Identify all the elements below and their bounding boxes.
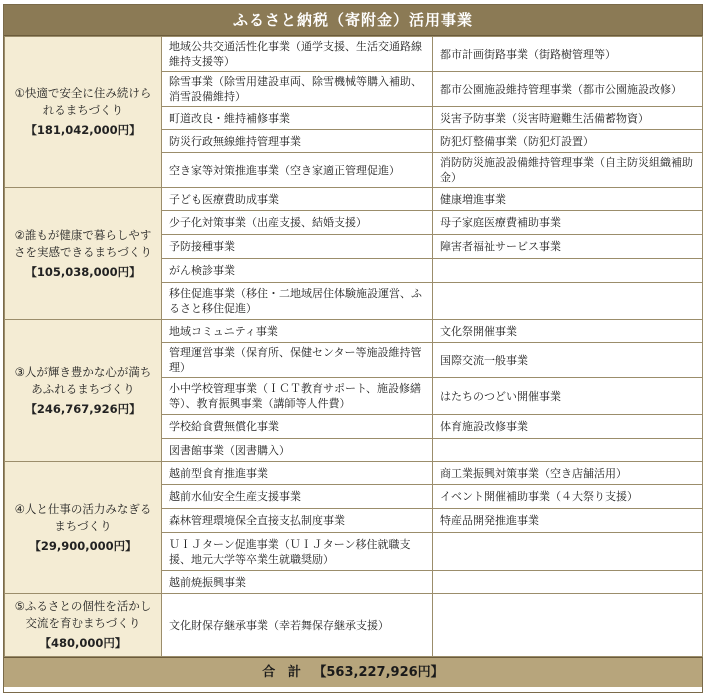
project-cell-left: 子ども医療費助成事業 bbox=[162, 188, 433, 211]
project-cell-left: 小中学校管理事業（ＩＣＴ教育サポート、施設修繕等）、教育振興事業（講師等人件費） bbox=[162, 378, 433, 415]
project-cell-right bbox=[433, 594, 703, 657]
table-row bbox=[5, 188, 703, 211]
project-cell-right: 商工業振興対策事業（空き店舗活用） bbox=[433, 462, 703, 485]
project-cell-left: 町道改良・維持補修事業 bbox=[162, 107, 433, 130]
project-cell-right bbox=[433, 283, 703, 320]
project-cell-left: 少子化対策事業（出産支援、結婚支援） bbox=[162, 211, 433, 235]
total-amount: 【563,227,926円】 bbox=[313, 665, 444, 680]
project-cell-left: 移住促進事業（移住・二地域居住体験施設運営、ふるさと移住促進） bbox=[162, 283, 433, 320]
category-label: ③人が輝き豊かな心が満ちあふれるまちづくり bbox=[14, 364, 152, 396]
project-cell-right: 母子家庭医療費補助事業 bbox=[433, 211, 703, 235]
table-row bbox=[5, 594, 703, 657]
category-amount: 【29,900,000円】 bbox=[29, 538, 137, 553]
project-cell-left: 学校給食費無償化事業 bbox=[162, 415, 433, 439]
project-cell-right: 障害者福祉サービス事業 bbox=[433, 235, 703, 259]
project-cell-left: 管理運営事業（保育所、保健センター等施設維持管理） bbox=[162, 343, 433, 378]
category-amount: 【480,000円】 bbox=[39, 636, 127, 650]
project-cell-left: 空き家等対策推進事業（空き家適正管理促進） bbox=[162, 153, 433, 188]
project-cell-right: 文化祭開催事業 bbox=[433, 320, 703, 343]
category-cell bbox=[5, 462, 162, 594]
project-cell-right bbox=[433, 533, 703, 571]
project-cell-right: はたちのつどい開催事業 bbox=[433, 378, 703, 415]
total-label-a: 合 bbox=[262, 665, 276, 680]
project-cell-right: 災害予防事業（災害時避難生活備蓄物資） bbox=[433, 107, 703, 130]
project-cell-left: 除雪事業（除雪用建設車両、除雪機械等購入補助、消雪設備維持） bbox=[162, 72, 433, 107]
project-cell-left: がん検診事業 bbox=[162, 259, 433, 283]
category-amount: 【105,038,000円】 bbox=[25, 264, 141, 279]
project-cell-right bbox=[433, 259, 703, 283]
category-amount: 【246,767,926円】 bbox=[25, 401, 141, 416]
table-row bbox=[5, 462, 703, 485]
category-label: ②誰もが健康で暮らしやすさを実感できるまちづくり bbox=[14, 227, 152, 259]
total-row bbox=[4, 657, 702, 687]
project-cell-left: 越前型食育推進事業 bbox=[162, 462, 433, 485]
category-label: ④人と仕事の活力みなぎるまちづくり bbox=[14, 501, 152, 533]
project-cell-right: 都市計画街路事業（街路樹管理等） bbox=[433, 37, 703, 72]
project-cell-left: 図書館事業（図書購入） bbox=[162, 439, 433, 462]
table-row bbox=[5, 37, 703, 72]
project-cell-left: 越前焼振興事業 bbox=[162, 571, 433, 594]
table-title: ふるさと納税（寄附金）活用事業 bbox=[4, 5, 702, 36]
project-cell-left: 地域コミュニティ事業 bbox=[162, 320, 433, 343]
project-cell-right: 消防防災施設設備維持管理事業（自主防災組織補助金） bbox=[433, 153, 703, 188]
project-cell-left: 防災行政無線維持管理事業 bbox=[162, 130, 433, 153]
project-cell-right: イベント開催補助事業（４大祭り支援） bbox=[433, 485, 703, 509]
project-cell-left: 予防接種事業 bbox=[162, 235, 433, 259]
project-cell-right: 都市公園施設維持管理事業（都市公園施設改修） bbox=[433, 72, 703, 107]
category-cell bbox=[5, 37, 162, 188]
category-cell bbox=[5, 188, 162, 320]
category-label: ⑤ふるさとの個性を活かし交流を育むまちづくり bbox=[14, 599, 152, 630]
project-cell-left: 越前水仙安全生産支援事業 bbox=[162, 485, 433, 509]
table-row bbox=[5, 320, 703, 343]
project-cell-right bbox=[433, 571, 703, 594]
project-cell-right: 健康増進事業 bbox=[433, 188, 703, 211]
project-cell-right: 防犯灯整備事業（防犯灯設置） bbox=[433, 130, 703, 153]
project-cell-left: 文化財保存継承事業（幸若舞保存継承支援） bbox=[162, 594, 433, 657]
project-cell-left: 森林管理環境保全直接支払制度事業 bbox=[162, 509, 433, 533]
total-label-b: 計 bbox=[287, 665, 301, 680]
project-cell-right: 体育施設改修事業 bbox=[433, 415, 703, 439]
project-cell-left: ＵＩＪターン促進事業（ＵＩＪターン移住就職支援、地元大学等卒業生就職奨励） bbox=[162, 533, 433, 571]
category-cell bbox=[5, 594, 162, 657]
category-cell bbox=[5, 320, 162, 462]
category-label: ①快適で安全に住み続けられるまちづくり bbox=[14, 86, 152, 117]
category-amount: 【181,042,000円】 bbox=[25, 123, 141, 137]
project-cell-right: 国際交流一般事業 bbox=[433, 343, 703, 378]
project-cell-right bbox=[433, 439, 703, 462]
project-cell-right: 特産品開発推進事業 bbox=[433, 509, 703, 533]
project-cell-left: 地域公共交通活性化事業（通学支援、生活交通路線維持支援等） bbox=[162, 37, 433, 72]
project-table-frame bbox=[3, 4, 703, 693]
project-table bbox=[4, 36, 703, 657]
